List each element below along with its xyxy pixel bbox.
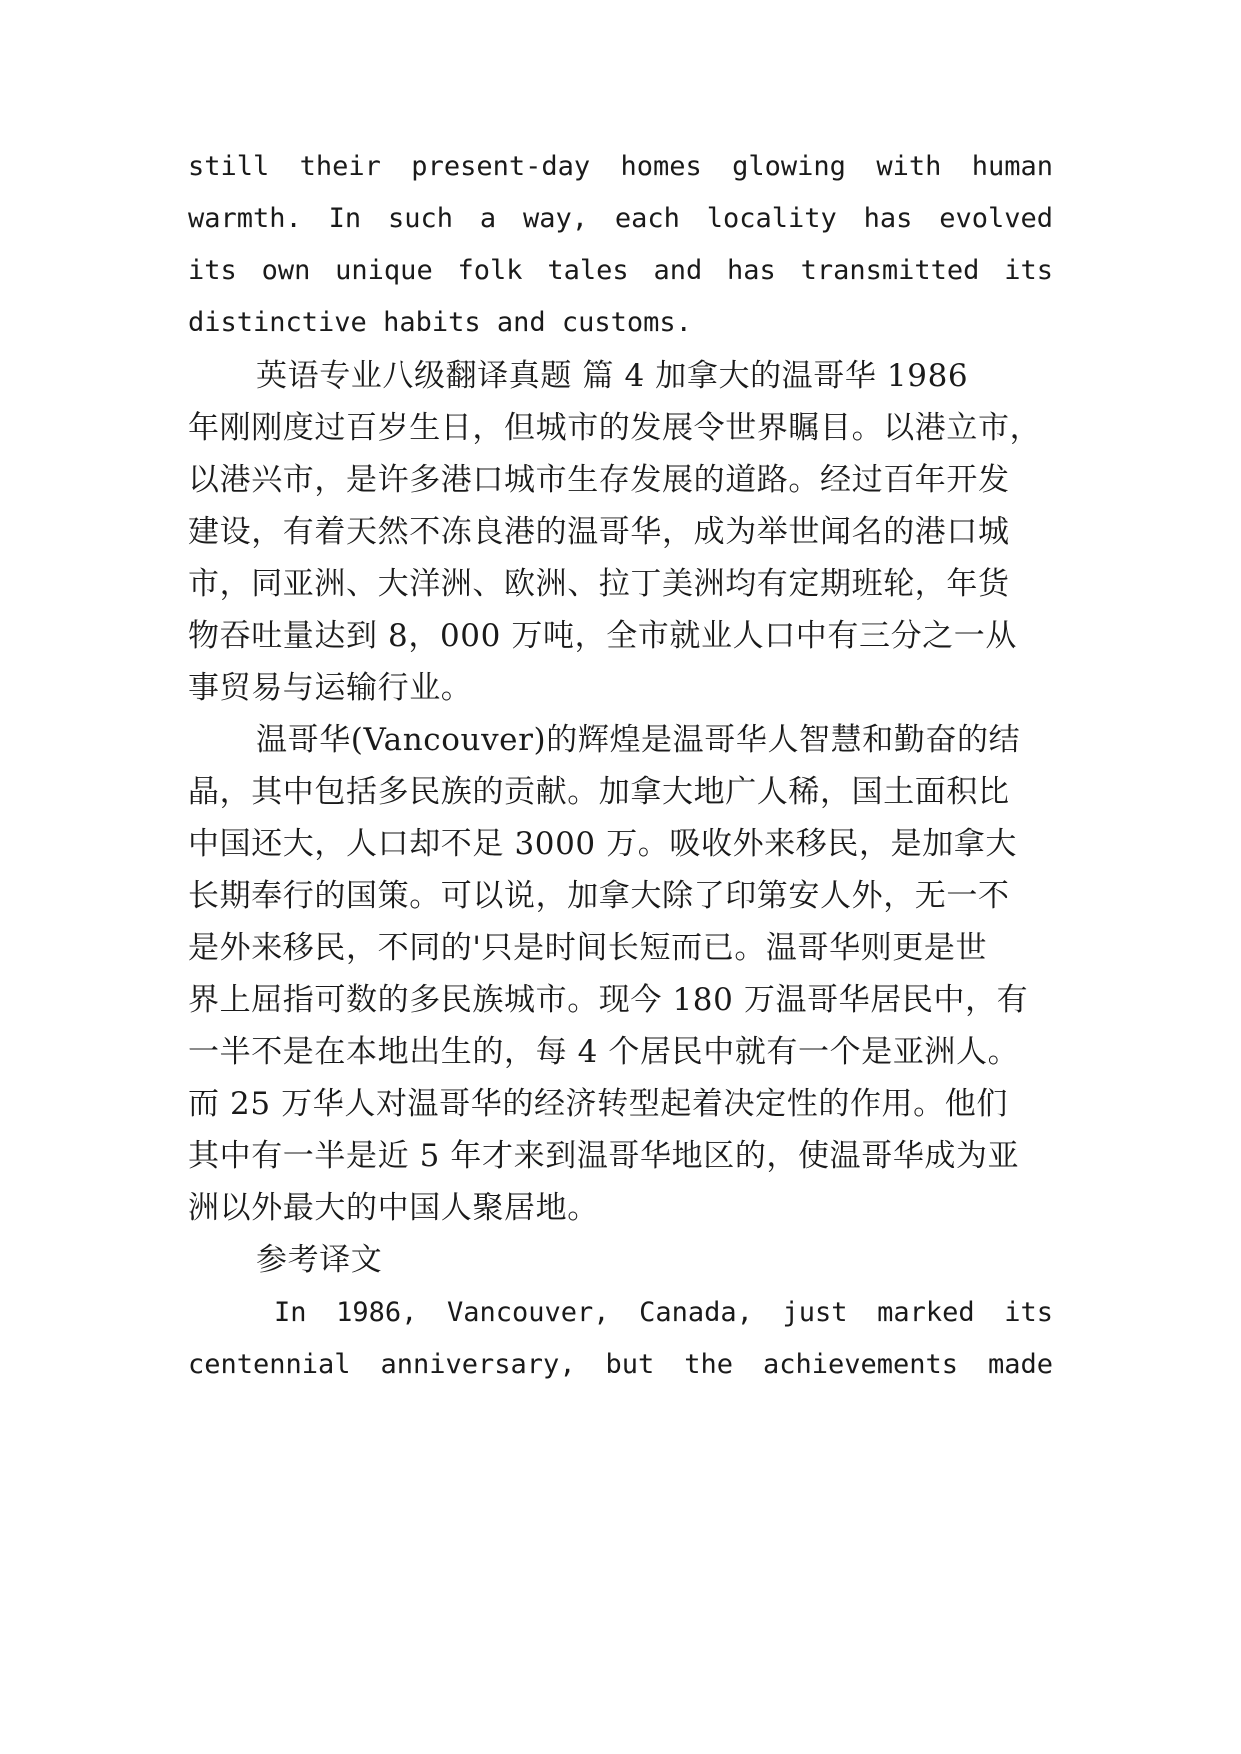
paragraph-line: 温哥华(Vancouver)的辉煌是温哥华人智慧和勤奋的结 xyxy=(256,722,1021,758)
paragraph-line: 建设，有着天然不冻良港的温哥华，成为举世闻名的港口城 xyxy=(188,514,1010,550)
paragraph-line: 晶，其中包括多民族的贡献。加拿大地广人稀，国土面积比 xyxy=(188,774,1010,810)
paragraph-line: In 1986, Vancouver, Canada, just marked its xyxy=(274,1297,1053,1328)
section-heading-line: 英语专业八级翻译真题 篇 4 加拿大的温哥华 1986 xyxy=(256,358,969,394)
paragraph-line: 其中有一半是近 5 年才来到温哥华地区的，使温哥华成为亚 xyxy=(188,1138,1020,1174)
paragraph-line: 洲以外最大的中国人聚居地。 xyxy=(188,1190,599,1226)
paragraph-line: 长期奉行的国策。可以说，加拿大除了印第安人外，无一不 xyxy=(188,878,1010,914)
paragraph-line: 是外来移民，不同的'只是时间长短而已。温哥华则更是世 xyxy=(188,930,988,966)
paragraph-line: still their present-day homes glowing with human xyxy=(188,151,1053,182)
paragraph-line: 以港兴市，是许多港口城市生存发展的道路。经过百年开发 xyxy=(188,462,1010,498)
reference-translation-heading: 参考译文 xyxy=(256,1242,383,1278)
paragraph-line: distinctive habits and customs. xyxy=(188,307,692,338)
paragraph-line: 而 25 万华人对温哥华的经济转型起着决定性的作用。他们 xyxy=(188,1086,1008,1122)
paragraph-line: 事贸易与运输行业。 xyxy=(188,670,473,706)
paragraph-line: warmth. In such a way, each locality has evolved xyxy=(188,203,1053,234)
paragraph-line: 物吞吐量达到 8，000 万吨，全市就业人口中有三分之一从 xyxy=(188,618,1017,654)
paragraph-line: 界上屈指可数的多民族城市。现今 180 万温哥华居民中，有 xyxy=(188,982,1029,1018)
paragraph-line: 一半不是在本地出生的，每 4 个居民中就有一个是亚洲人。 xyxy=(188,1034,1020,1070)
paragraph-line: its own unique folk tales and has transmitted its xyxy=(188,255,1053,286)
paragraph-line: 年刚刚度过百岁生日，但城市的发展令世界瞩目。以港立市， xyxy=(188,410,1042,446)
paragraph-line: 市，同亚洲、大洋洲、欧洲、拉丁美洲均有定期班轮，年货 xyxy=(188,566,1010,602)
paragraph-line: centennial anniversary, but the achievements made xyxy=(188,1349,1053,1380)
paragraph-line: 中国还大，人口却不足 3000 万。吸收外来移民，是加拿大 xyxy=(188,826,1017,862)
